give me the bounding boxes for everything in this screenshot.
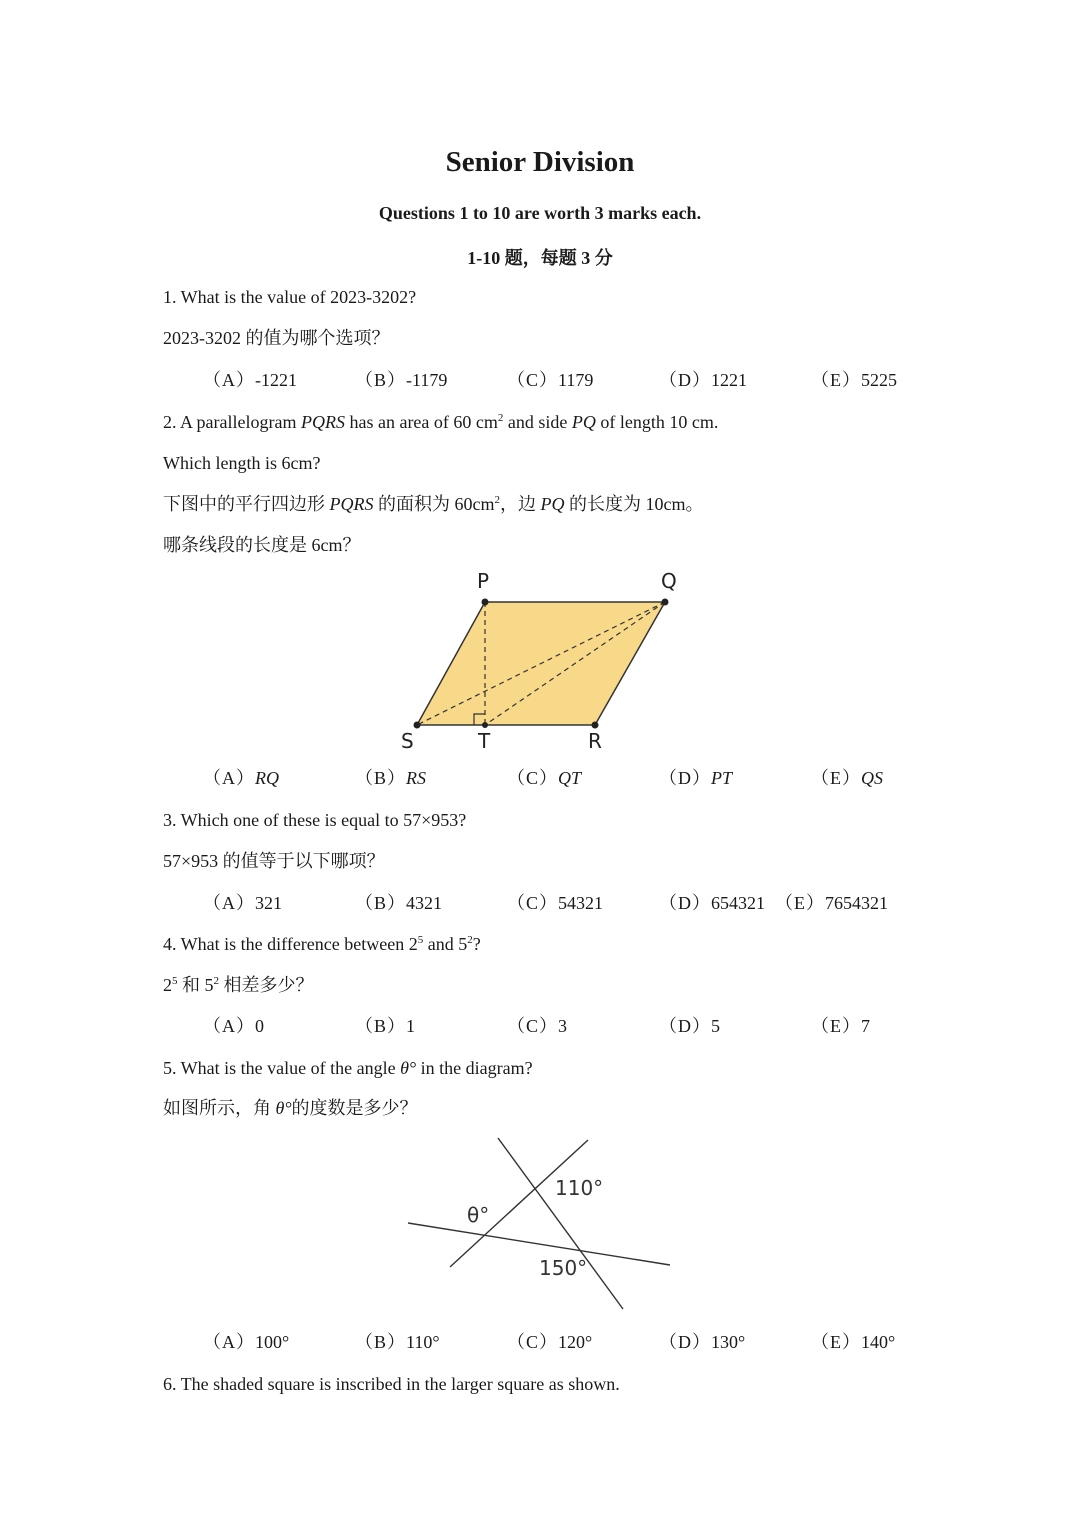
q5-option-d[interactable]: （D）130° (659, 1332, 746, 1352)
q1-option-d[interactable]: （D）1221 (659, 370, 747, 390)
q5-option-a[interactable]: （A）100° (203, 1332, 290, 1352)
label-q: Q (661, 569, 677, 593)
q1-text-zh: 2023-3202 的值为哪个选项？ (163, 328, 390, 348)
q3-text-en: 3. Which one of these is equal to 57×953? (163, 810, 467, 830)
q6-text-en: 6. The shaded square is inscribed in the larger square as shown. (163, 1374, 620, 1394)
q5-option-c[interactable]: （C）120° (507, 1332, 593, 1352)
q2-option-c[interactable]: （C）QT (507, 768, 582, 788)
label-t: T (478, 729, 491, 753)
label-150: 150° (539, 1256, 588, 1280)
q2-text-en-2: Which length is 6cm? (163, 453, 321, 473)
line-falling (498, 1138, 623, 1309)
q1-option-a[interactable]: （A）-1221 (203, 370, 297, 390)
q2-option-b[interactable]: （B）RS (355, 768, 427, 788)
q2-text-en: 2. A parallelogram PQRS has an area of 60 $cm^2$ and side PQ of length 10 cm. (163, 412, 719, 432)
page-title: Senior Division (445, 146, 635, 178)
q5-text-en: 5. What is the value of the angle θ° in the diagram? (163, 1058, 533, 1078)
q2-text-zh: 下图中的平行四边形 PQRS 的面积为 $60cm^2$，边 PQ 的长度为 10cm。 (163, 494, 704, 514)
q2-option-a[interactable]: （A）RQ (203, 768, 279, 788)
q5-option-e[interactable]: （E）140° (811, 1332, 896, 1352)
q2-option-e[interactable]: （E）QS (811, 768, 883, 788)
q1-option-e[interactable]: （E）5225 (811, 370, 897, 390)
q4-text-zh: $2^5$ 和 $5^2$ 相差多少？ (163, 975, 314, 995)
label-theta: θ° (467, 1203, 490, 1227)
q1-option-c[interactable]: （C）1179 (507, 370, 594, 390)
q3-option-a[interactable]: （A）321 (203, 893, 282, 913)
q4-option-b[interactable]: （B）1 (355, 1016, 416, 1036)
q3-text-zh: 57×953 的值等于以下哪项？ (163, 851, 385, 871)
q3-option-b[interactable]: （B）4321 (355, 893, 443, 913)
q4-option-c[interactable]: （C）3 (507, 1016, 568, 1036)
q1-option-b[interactable]: （B）-1179 (355, 370, 448, 390)
q5-option-b[interactable]: （B）110° (355, 1332, 440, 1352)
q4-option-d[interactable]: （D）5 (659, 1016, 720, 1036)
q4-option-e[interactable]: （E）7 (811, 1016, 870, 1036)
label-110: 110° (555, 1176, 604, 1200)
instructions-zh: 1-10 题，每题 3 分 (467, 248, 613, 268)
q2-text-zh-2: 哪条线段的长度是 6cm？ (163, 535, 361, 555)
label-r: R (588, 729, 602, 753)
q3-option-c[interactable]: （C）54321 (507, 893, 604, 913)
q3-option-d[interactable]: （D）654321 (659, 893, 765, 913)
label-s: S (401, 729, 414, 753)
q4-text-en: 4. What is the difference between $2^5$ and $5^2$? (163, 934, 481, 954)
q1-text-en: 1. What is the value of 2023-3202? (163, 287, 417, 307)
q3-option-e[interactable]: （E）7654321 (775, 893, 888, 913)
instructions-en: Questions 1 to 10 are worth 3 marks each. (378, 203, 702, 223)
q4-option-a[interactable]: （A）0 (203, 1016, 264, 1036)
q5-text-zh: 如图所示，角 θ°的度数是多少？ (163, 1098, 418, 1118)
q2-option-d[interactable]: （D）PT (659, 768, 733, 788)
label-p: P (477, 569, 490, 593)
